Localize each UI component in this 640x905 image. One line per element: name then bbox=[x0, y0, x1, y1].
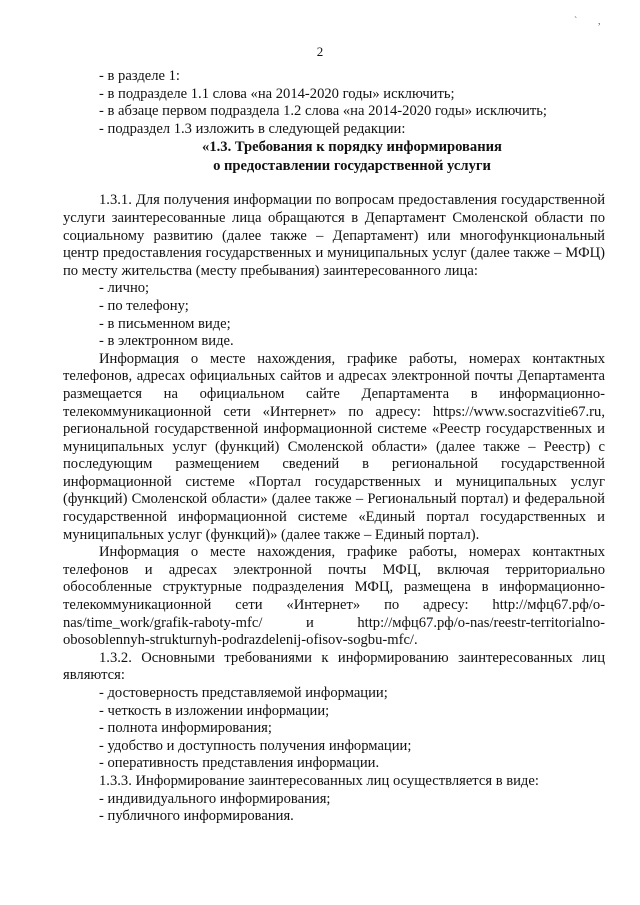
list-item: - в абзаце первом подраздела 1.2 слова «на 2014-2020 годы» исключить; bbox=[99, 103, 547, 120]
paragraph: Информация о месте нахождения, графике работы, номерах контактных телефонов, адресах официальных сайтов и адресах электронной почты Департамента размещается на официальном сайте Департамента в информационно-телекоммуникационной сети «Интернет» по адресу: https://www.socrazvitie67.ru, региональной государственной информационной системе «Реестр государственных и муниципальных услуг (функций) Смоленской области» (далее также – Реестр) с последующим размещением сведений в региональной государственной информационной системе «Портал государственных и муниципальных услуг (функций) Смоленской области» (далее также – Региональный портал) и федеральной государственной информационной системе «Единый портал государственных и муниципальных услуг (функций)» (далее также – Единый портал). bbox=[63, 350, 605, 543]
document-body bbox=[63, 68, 605, 826]
paragraph: Информация о месте нахождения, графике работы, номерах контактных телефонов и адресах электронной почты МФЦ, включая территориально обособленные структурные подразделения МФЦ, размещена в информационно-телекоммуникационной сети «Интернет» по адресу: http://мфц67.рф/o-nas/time_work/grafik-raboty-mfc/ и http://мфц67.рф/o-nas/reestr-territorialno-obosoblennyh-strukturnyh-podrazdelenij-ofisov-sogbu-mfc/. bbox=[63, 544, 605, 649]
list-item: - в подразделе 1.1 слова «на 2014-2020 годы» исключить; bbox=[99, 85, 455, 102]
scan-mark: , bbox=[598, 16, 601, 27]
list-item: - в электронном виде. bbox=[99, 333, 234, 350]
page-number: 2 bbox=[316, 44, 324, 59]
paragraph: 1.3.2. Основными требованиями к информированию заинтересованных лиц являются: bbox=[63, 649, 605, 684]
scan-mark: ` bbox=[574, 16, 578, 27]
section-title: «1.3. Требования к порядку информирования bbox=[202, 139, 502, 156]
list-item: - четкость в изложении информации; bbox=[99, 702, 330, 719]
paragraph: 1.3.1. Для получения информации по вопросам предоставления государственной услуги заинтересованные лица обращаются в Департамент Смоленской области по социальному развитию (далее также – Департамент) или многофункциональный центр предоставления государственных и муниципальных услуг (далее также – МФЦ) по месту жительства (месту пребывания) заинтересованного лица: bbox=[63, 192, 605, 279]
list-item: - в письменном виде; bbox=[99, 315, 231, 332]
list-item: - полнота информирования; bbox=[99, 720, 272, 737]
list-item: - оперативность представления информации. bbox=[99, 755, 380, 772]
list-item: - в разделе 1: bbox=[99, 68, 180, 84]
list-item: - подраздел 1.3 изложить в следующей редакции: bbox=[99, 120, 406, 137]
list-item: - лично; bbox=[99, 280, 150, 297]
paragraph: 1.3.3. Информирование заинтересованных лиц осуществляется в виде: bbox=[99, 772, 539, 789]
list-item: - удобство и доступность получения информации; bbox=[99, 737, 412, 754]
list-item: - достоверность представляемой информации; bbox=[99, 685, 388, 701]
list-item: - по телефону; bbox=[99, 297, 189, 314]
section-title: о предоставлении государственной услуги bbox=[213, 157, 491, 174]
list-item: - индивидуального информирования; bbox=[99, 790, 331, 807]
list-item: - публичного информирования. bbox=[99, 808, 294, 825]
